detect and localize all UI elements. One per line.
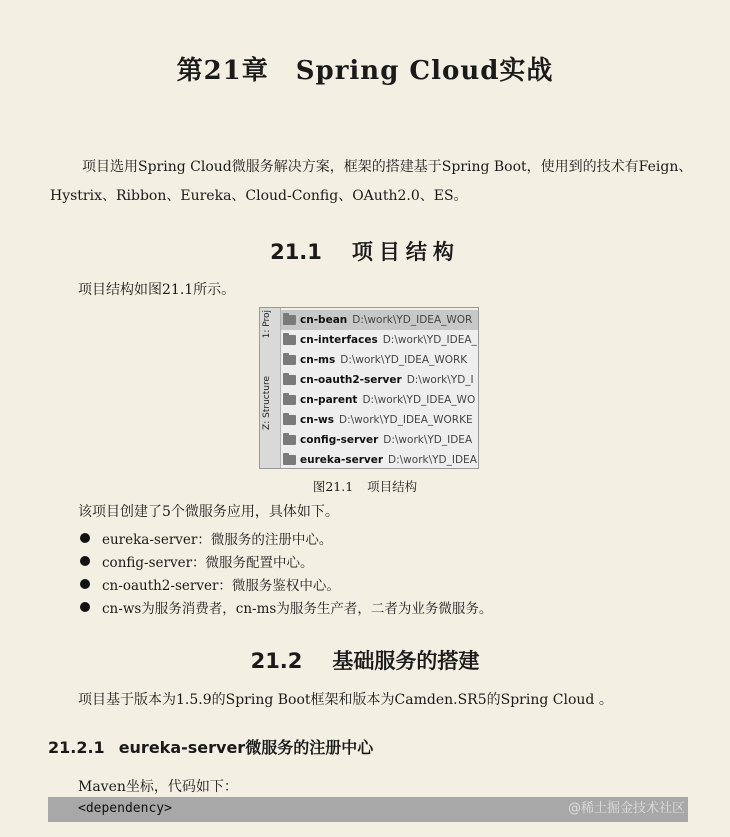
chapter-title: 第21章 Spring Cloud实战 <box>176 56 554 86</box>
module-list <box>281 310 478 469</box>
module-row[interactable]: cn-interfaces D:\work\YD_IDEA_ <box>281 330 478 350</box>
bullet-icon <box>80 533 90 543</box>
module-row[interactable]: eureka-server D:\work\YD_IDEA <box>281 450 478 469</box>
folder-icon <box>283 335 296 345</box>
list-item: cn-oauth2-server：微服务鉴权中心。 <box>80 572 492 595</box>
code-line: <dependency> <box>78 801 172 816</box>
services-summary: 该项目创建了5个微服务应用，具体如下。 <box>78 504 339 520</box>
subsection-title: eureka-server微服务的注册中心 <box>118 738 374 757</box>
watermark: @稀土掘金技术社区 <box>568 801 686 816</box>
folder-icon <box>283 435 296 445</box>
subsection-number: 21.2.1 <box>48 738 105 757</box>
figure-caption: 图21.1 项目结构 <box>312 479 418 494</box>
subsection-heading-21-2-1 <box>48 735 373 758</box>
structure-tab[interactable]: Z: Structure <box>262 376 272 430</box>
module-row[interactable]: cn-ws D:\work\YD_IDEA_WORKE <box>281 410 478 430</box>
module-row[interactable]: config-server D:\work\YD_IDEA <box>281 430 478 450</box>
folder-icon <box>283 455 296 465</box>
list-item: config-server：微服务配置中心。 <box>80 549 492 572</box>
intro-paragraph: 项目选用Spring Cloud微服务解决方案，框架的搭建基于Spring Boot，使用到的技术有Feign、Hystrix、Ribbon、Eureka、Cloud-Config、OAuth2.0、ES。 <box>50 159 693 204</box>
project-tab[interactable]: 1: Proj <box>262 310 272 339</box>
bullet-icon <box>80 579 90 589</box>
folder-icon <box>283 375 296 385</box>
module-row[interactable]: cn-ms D:\work\YD_IDEA_WORK <box>281 350 478 370</box>
module-row[interactable]: cn-parent D:\work\YD_IDEA_WO <box>281 390 478 410</box>
folder-icon <box>283 355 296 365</box>
section-title: 项目结构 <box>351 240 460 264</box>
bullet-icon <box>80 602 90 612</box>
services-list <box>80 526 492 618</box>
section-number: 21.1 <box>270 240 322 264</box>
maven-lead: Maven坐标，代码如下： <box>78 779 238 795</box>
section-heading-21-2 <box>0 645 730 675</box>
bullet-icon <box>80 556 90 566</box>
project-structure-figure <box>259 307 479 469</box>
section-heading-21-1 <box>0 236 730 266</box>
folder-icon <box>283 315 296 325</box>
module-row[interactable]: cn-bean D:\work\YD_IDEA_WOR <box>281 310 478 330</box>
section-number: 21.2 <box>250 649 303 673</box>
list-item: eureka-server：微服务的注册中心。 <box>80 526 492 549</box>
structure-lead: 项目结构如图21.1所示。 <box>78 282 236 298</box>
folder-icon <box>283 415 296 425</box>
list-item: cn-ws为服务消费者，cn-ms为服务生产者，二者为业务微服务。 <box>80 595 492 618</box>
folder-icon <box>283 395 296 405</box>
tool-window-sidebar <box>260 308 281 468</box>
section-title: 基础服务的搭建 <box>332 649 480 673</box>
versions-paragraph: 项目基于版本为1.5.9的Spring Boot框架和版本为Camden.SR5的Spring Cloud 。 <box>78 692 613 708</box>
module-row[interactable]: cn-oauth2-server D:\work\YD_I <box>281 370 478 390</box>
